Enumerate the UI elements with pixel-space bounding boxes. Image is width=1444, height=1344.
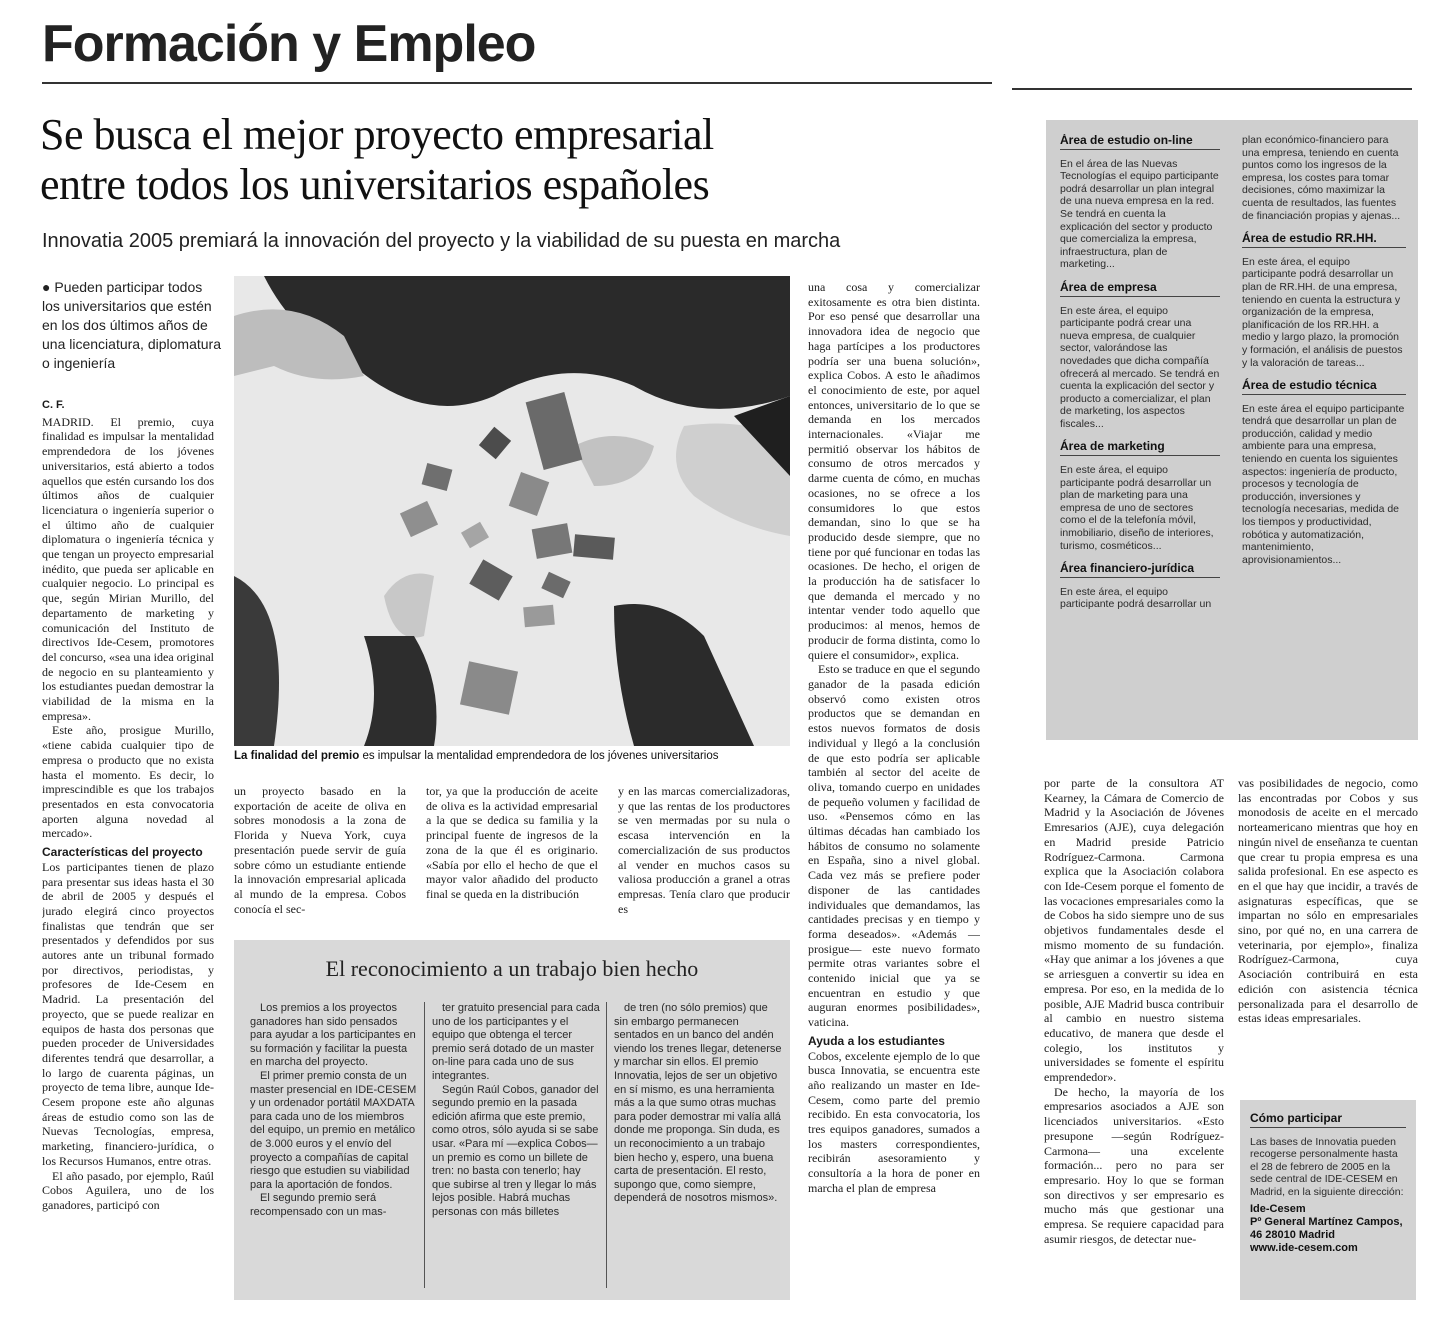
area-text: En este área, el equipo participante podrá crear una nueva empresa, de cualquier sector, valorándose las novedades que dicha compañía ofrecerá al mercado. Se tendrá en cuenta la explicación del sector y producto a comercializar, el plan de marketing, los aspectos fiscales... [1060,304,1220,430]
paragraph: una cosa y comercializar exitosamente es otra bien distinta. Por eso pensé que desarrollar una innovadora idea de negocio que haga partícipes a los productores podría ser una buena solución», explica Cobos. A esto le añadimos el conocimiento de este, por aquel entonces, universitario de lo que se demanda en los mercados internacionales. «Viajar me permitió observar los hábitos de consumo de otros mercados y darme cuenta de cómo, en muchas ocasiones, no se ofrece a los consumidores lo que estos demandan, sino lo que se ha producido desde siempre, que no tiene por qué funcionar en todas las ocasiones. De hecho, el origen de la producción ha de satisfacer lo que demanda el mercado y no intentar vender todo aquello que producimos: al menos, hemos de producir de forma distinta, como lo quiere el consumidor», explica. [808,280,980,662]
area-text: En el área de las Nuevas Tecnologías el equipo participante podrá desarrollar un plan integral de una nueva empresa en la red. Se tendrá en cuenta la explicación del sector y producto que comercializa la empresa, infraestructura, plan de marketing... [1060,157,1219,271]
area-heading-technical: Área de estudio técnica [1242,379,1406,395]
prizes-column-1 [250,1002,418,1292]
area-heading-company: Área de empresa [1060,281,1220,297]
area-text: En este área el equipo participante tendrá que desarrollar un plan de producción, calidad y medio ambiente para una empresa, teniendo en cuenta los siguientes aspectos: ingeniería de producto, procesos y tecnología de producción, inversiones y tecnología necesarias, medida de los tiempos y productividad, robótica y automatización, mantenimiento, aprovisionamientos... [1242,402,1405,566]
headline-line-2: entre todos los universitarios españoles [40,160,710,209]
hands-with-blocks-illustration [234,276,790,746]
article-column-7 [1238,776,1418,1096]
paragraph: ter gratuito presencial para cada uno de los participantes y el equipo que obtenga el tercer premio será dotado de un master on-line para cada uno de sus integrantes. [432,1002,600,1082]
prizes-box-title: El reconocimiento a un trabajo bien hecho [325,956,699,981]
headline-line-1: Se busca el mejor proyecto empresarial [40,110,714,159]
how-to-participate-title: Cómo participar [1250,1112,1406,1128]
prizes-column-3 [614,1002,782,1292]
paragraph: y en las marcas comercializadoras, y que las rentas de los productores se ven mermadas por su nula o escasa intervención en la comercialización de sus productos al vender en muchos casos su valiosa producción a granel a otras empresas. Tenía claro que producir es [618,784,790,916]
headline [40,110,960,210]
article-column-1 [42,398,214,1310]
header-rule-right [1012,88,1412,90]
street-address: Pº General Martínez Campos, 46 28010 Madrid [1250,1215,1403,1241]
address-block [1250,1203,1406,1255]
area-heading-finance-legal: Área financiero-jurídica [1060,562,1220,578]
area-text: En este área, el equipo participante podrá desarrollar un plan de RR.HH. de una empresa, teniendo en cuenta la estructura y organización de la empresa, planificación de los RR.HH. a medio y largo plazo, la promoción y formación, el análisis de puestos y la valoración de tareas... [1242,255,1403,369]
photo-caption [234,750,794,762]
area-heading-online: Área de estudio on-line [1060,134,1220,150]
paragraph: Los premios a los proyectos ganadores han sido pensados para ayudar a los participantes en su formación y facilitar la puesta en marcha del proyecto. [250,1002,416,1069]
paragraph: por parte de la consultora AT Kearney, la Cámara de Comercio de Madrid y la Asociación de Jóvenes Emresarios (AJE), cuya delegación en Madrid preside Patricio Rodríguez-Carmona. Carmona explica que la Asociación colabora con Ide-Cesem porque el fomento de las vocaciones empresariales como la de Cobos ha sido siempre uno de sus objetivos fundamentales desde el mismo momento de su fundación. «Hay que animar a los jóvenes a que se arriesguen a convertir su idea en empresa. Por eso, en la medida de lo posible, AJE Madrid busca contribuir al cambio en nuestro sistema educativo, de manera que desde el colegio, los institutos y universidades se fomente el espíritu emprendedor». [1044,776,1224,1085]
article-column-4 [618,784,790,924]
paragraph: El segundo premio será recompensado con un mas- [250,1192,387,1218]
prizes-column-2 [432,1002,600,1292]
paragraph: Según Raúl Cobos, ganador del segundo premio en la pasada edición afirma que este premio, como otros, sólo ayuda si se sabe usar. «Para mí —explica Cobos— un premio es como un billete de tren: no basta con tenerlo; hay que subirse al tren y llegar lo más lejos posible. Habrá muchas personas con más billetes [432,1083,599,1218]
area-text: En este área, el equipo participante podrá desarrollar un plan de marketing para una empresa de uno de sectores como el de la telefonía móvil, inmobiliario, diseño de interiores, turismo, cosméticos... [1060,464,1214,552]
column-divider [606,1002,607,1288]
paragraph: Cobos, excelente ejemplo de lo que busca Innovatia, se encuentra este año realizando un master en Ide-Cesem, como parte del premio recibido. En esta convocatoria, los tres equipos ganadores, sumados a los masters correspondientes, recibirán asesoramiento y consultoría a la hora de poner en marcha el plan de empresa [808,1048,980,1195]
section-title: Formación y Empleo [42,15,536,73]
organization-name: Ide-Cesem [1250,1202,1306,1215]
paragraph: El primer premio consta de un master presencial en IDE-CESEM y un ordenador portátil MAXDATA para cada uno de los miembros del equipo, un premio en metálico de 3.000 euros y el envío del proyecto a compañías de capital riesgo que estudien su viabilidad para la aportación de fondos. [250,1069,417,1191]
paragraph: Esto se traduce en que el segundo ganador de la pasada edición observó como existen otros productos que se demandan en estos nuevos formatos de dosis individual y llegó a la conclusión de que esto podría ser aplicable también al sector del aceite de oliva, tomando cuerpo en unidades de pequeño volumen y facilidad de uso. «Pensemos cómo en las últimas décadas han cambiado los hábitos de consumo no solamente en España, sino a nivel global. Cada vez más se prefiere poder disponer de las cantidades individuales que demandamos, las cantidades precisas y en tiempo y forma deseados». «Además —prosigue— este nuevo formato permite otras variantes sobre el contenido inicial que ya se encuentran en estudio y que auguran enormes posibilidades», vaticina. [808,662,980,1030]
area-text: En este área, el equipo participante podrá desarrollar un [1060,585,1212,611]
website-link[interactable]: www.ide-cesem.com [1250,1241,1358,1254]
paragraph: tor, ya que la producción de aceite de oliva es la actividad empresarial a la que se dedica su familia y la principal fuente de ingresos de la zona de la que él es originario. «Sabía por ello el hecho de que el mayor valor añadido del producto final se queda en la distribución [426,784,598,901]
bullet-icon: ● [42,279,55,295]
article-photo [234,276,790,746]
subheadline: Innovatia 2005 premiará la innovación del proyecto y la viabilidad de su puesta en marcha [42,230,841,252]
paragraph: vas posibilidades de negocio, como las encontradas por Cobos y sus monodosis de aceite en el mercado norteamericano mientras que hoy en ningún nivel de enseñanza te cuentan que crear tu propia empresa es una salida profesional. En ese aspecto es en el que hay que incidir, a través de asignaturas específicas, que se impartan no sólo en empresariales sino, por qué no, en una carrera de veterinaria, por ejemplo», finaliza Rodríguez-Carmona, cuya Asociación contribuirá en esta edición con asistencia técnica personalizada para el desarrollo de estas ideas empresariales. [1238,776,1418,1026]
area-heading-hr: Área de estudio RR.HH. [1242,232,1406,248]
article-column-5 [808,280,980,1310]
study-areas-column-1 [1060,134,1220,734]
article-column-2 [234,784,406,924]
subheading-features: Características del proyecto [42,845,203,860]
how-to-participate-text: Las bases de Innovatia pueden recogerse personalmente hasta el 28 de febrero de 2005 en la sede central de IDE-CESEM en Madrid, en la siguiente dirección: [1250,1135,1404,1198]
article-column-3 [426,784,598,924]
paragraph: De hecho, la mayoría de los empresarios asociados a AJE son licenciados universitarios. «Esto presupone —según Rodríguez-Carmona— una excelente formación... pero no para ser empresario. Hoy lo que se forman son directivos y ser empresario es mucho más que gestionar una empresa. Se requiere capacidad para asumir riesgos, de detectar nue- [1044,1084,1224,1246]
lead-text: Pueden participar todos los universitarios que estén en los dos últimos años de una licenciatura, diplomatura o ingeniería [42,279,221,371]
paragraph: un proyecto basado en la exportación de aceite de oliva en sobres monodosis a la zona de Florida y Nueva York, cuya presentación puede servir de guía sobre cómo un estudiante entiende la innovación empresarial aplicada al mundo de la empresa. Cobos conocía el sec- [234,784,406,916]
study-areas-column-2 [1242,134,1406,734]
caption-text: es impulsar la mentalidad emprendedora de los jóvenes universitarios [359,750,719,762]
article-column-6 [1044,776,1224,1310]
header-rule [42,82,992,84]
byline: C. F. [42,399,65,411]
caption-lead: La finalidad del premio [234,750,360,762]
area-text: plan económico-financiero para una empresa, teniendo en cuenta puntos como los ingresos de la empresa, los costes para tomar decisiones, cómo maximizar la cuenta de resultados, las fuentes de financiación propias y ajenas... [1242,134,1401,222]
subheading-student-help: Ayuda a los estudiantes [808,1033,945,1048]
lead-highlight [42,278,222,373]
paragraph: Este año, prosigue Murillo, «tiene cabida cualquier tipo de empresa o producto que no exista hasta el momento. Es decir, lo imprescindible es que los trabajos presentados en esta convocatoria aporten alguna novedad al mercado». [42,723,214,841]
paragraph: El año pasado, por ejemplo, Raúl Cobos Aguilera, uno de los ganadores, participó con [42,1168,214,1212]
paragraph: Los participantes tienen de plazo para presentar sus ideas hasta el 30 de abril de 2005 y después el jurado elegirá cinco proyectos finalistas que tendrán que ser presentados y defendidos por sus autores ante un tribunal formado por directivos, periodistas, y profesores de Ide-Cesem en Madrid. La presentación del proyecto, que se puede realizar en equipos de hasta dos personas que pueden proceder de Universidades diferentes tendrá que desarrollar, a lo largo de cuarenta páginas, un proyecto de tema libre, aunque Ide-Cesem propone este año algunas áreas de estudio como son las de Nuevas Tecnologías, empresa, marketing, financiero-jurídica, o los Recursos Humanos, entre otras. [42,859,214,1168]
area-heading-marketing: Área de marketing [1060,440,1220,456]
how-to-participate-box [1240,1100,1416,1300]
paragraph: MADRID. El premio, cuya finalidad es impulsar la mentalidad emprendedora de los jóvenes universitarios, está abierto a todos aquellos que estén cursando los dos últimos años de cualquier licenciatura o ingeniería superior o el último año de cualquier diplomatura o ingeniería técnica y que tengan un proyecto empresarial inédito, que pueda ser aplicable en cualquier negocio. Lo principal es que, según Mirian Murillo, del departamento de marketing y comunicación del Instituto de directivos Ide-Cesem, promotores del concurso, «sea una idea original de negocio en su planteamiento y los estudiantes puedan demostrar la viabilidad de la misma en la empresa». [42,414,214,723]
column-divider [424,1002,425,1288]
paragraph: de tren (no sólo premios) que sin embargo permanecen sentados en un banco del andén viendo los trenes llegar, detenerse y marchar sin ellos. El premio Innovatia, lejos de ser un objetivo en sí mismo, es una herramienta más a la que sumo otras muchas para poder demostrar mi valía allá donde me proponga. Sin duda, es un reconocimiento a un trabajo bien hecho y, espero, una buena carta de presentación. El resto, supongo que, como siempre, dependerá de nosotros mismos». [614,1002,782,1205]
